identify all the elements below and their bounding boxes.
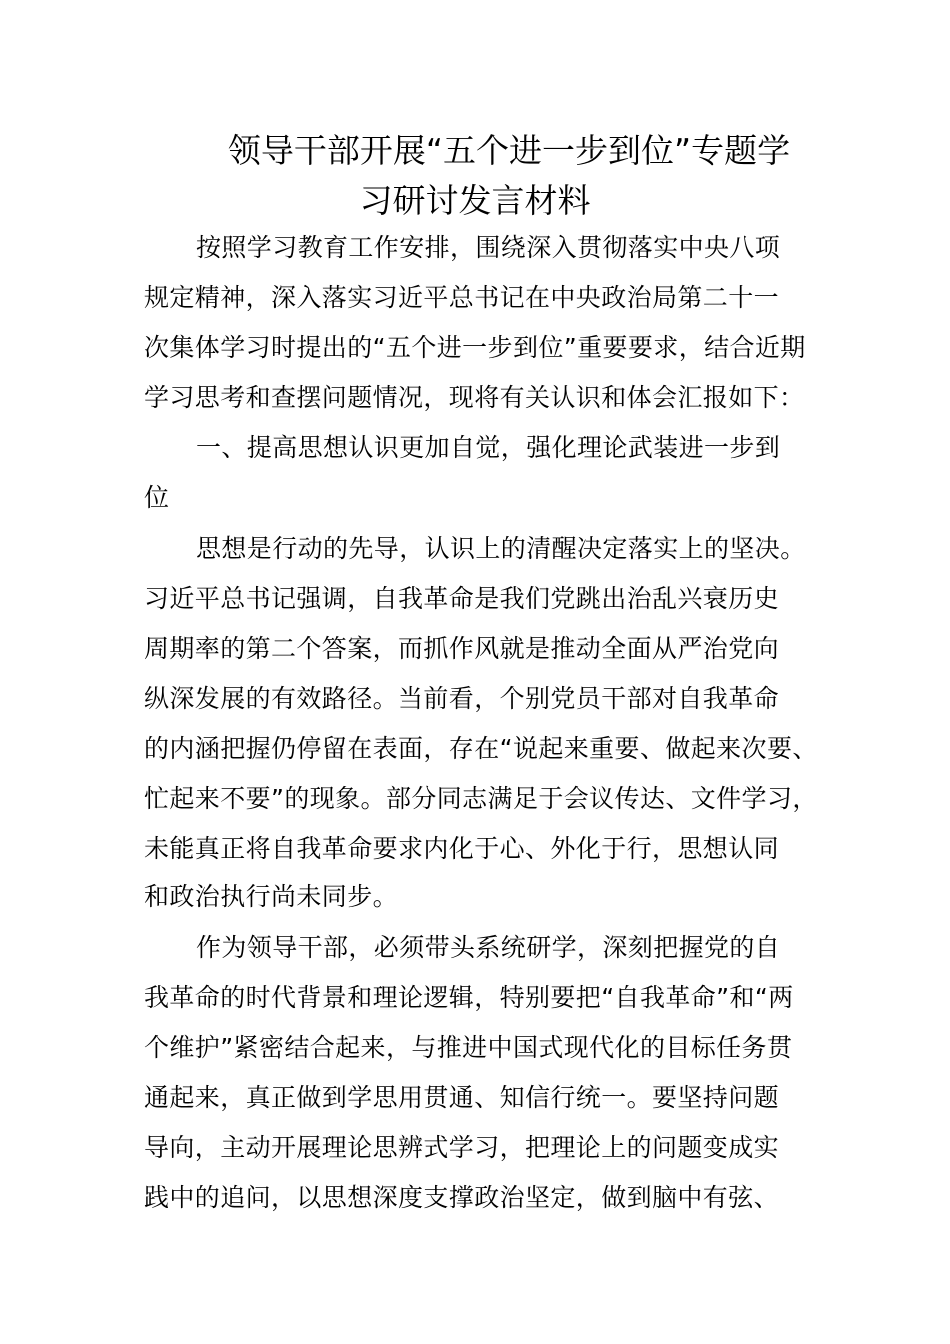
paragraph-line: 思想是行动的先导，认识上的清醒决定落实上的坚决。 xyxy=(196,534,806,563)
paragraph-line: 次集体学习时提出的“五个进一步到位”重要要求，结合近期 xyxy=(144,333,806,362)
paragraph-line: 规定精神，深入落实习近平总书记在中央政治局第二十一 xyxy=(144,283,780,312)
paragraph-line: 未能真正将自我革命要求内化于心、外化于行，思想认同 xyxy=(144,834,780,863)
paragraph-line: 的内涵把握仍停留在表面，存在“说起来重要、做起来次要、 xyxy=(144,734,818,763)
section-heading-line: 一、提高思想认识更加自觉，强化理论武装进一步到 xyxy=(196,433,781,462)
paragraph-line: 导向，主动开展理论思辨式学习，把理论上的问题变成实 xyxy=(144,1133,780,1162)
document-title-line-1: 领导干部开展“五个进一步到位”专题学 xyxy=(227,131,791,170)
paragraph-line: 和政治执行尚未同步。 xyxy=(144,882,399,911)
paragraph-line: 学习思考和查摆问题情况，现将有关认识和体会汇报如下： xyxy=(144,383,805,412)
paragraph-line: 作为领导干部，必须带头系统研学，深刻把握党的自 xyxy=(196,933,781,962)
paragraph-line: 个维护”紧密结合起来，与推进中国式现代化的目标任务贯 xyxy=(144,1033,793,1062)
paragraph-line: 周期率的第二个答案，而抓作风就是推动全面从严治党向 xyxy=(144,634,780,663)
paragraph-line: 忙起来不要”的现象。部分同志满足于会议传达、文件学习， xyxy=(144,784,818,813)
paragraph-line: 通起来，真正做到学思用贯通、知信行统一。要坚持问题 xyxy=(144,1083,780,1112)
document-title-line-2: 习研讨发言材料 xyxy=(359,181,591,220)
section-heading-line: 位 xyxy=(144,483,170,512)
paragraph-line: 纵深发展的有效路径。当前看，个别党员干部对自我革命 xyxy=(144,684,780,713)
paragraph-line: 践中的追问，以思想深度支撑政治坚定，做到脑中有弦、 xyxy=(144,1183,780,1212)
paragraph-line: 我革命的时代背景和理论逻辑，特别要把“自我革命”和“两 xyxy=(144,983,794,1012)
paragraph-line: 按照学习教育工作安排，围绕深入贯彻落实中央八项 xyxy=(196,233,781,262)
paragraph-line: 习近平总书记强调，自我革命是我们党跳出治乱兴衰历史 xyxy=(144,584,780,613)
